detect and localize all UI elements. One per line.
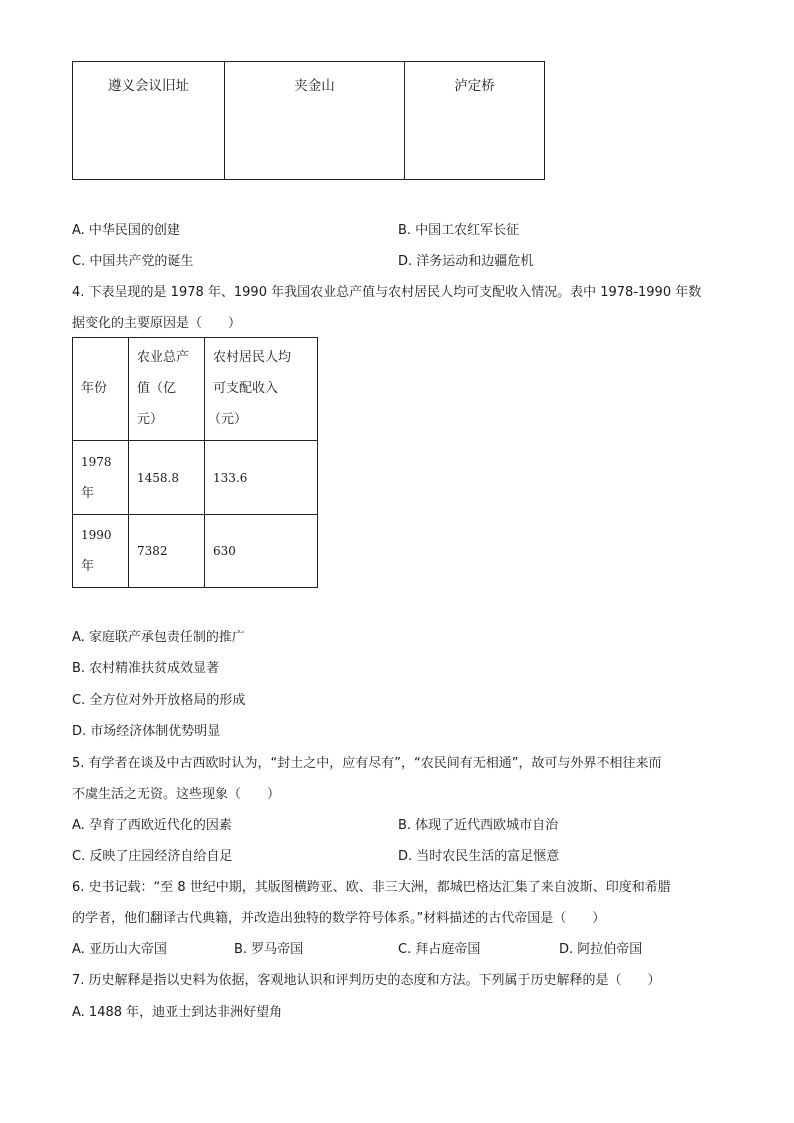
table-row-1990-output: 7382 — [137, 544, 168, 558]
q3-option-c: C. 中国共产党的诞生 — [72, 254, 194, 269]
q6-option-c: C. 拜占庭帝国 — [398, 942, 481, 957]
site-cell-luding — [404, 61, 545, 180]
q7-option-a: A. 1488 年，迪亚士到达非洲好望角 — [72, 1005, 283, 1020]
q4-option-a: A. 家庭联产承包责任制的推广 — [72, 630, 245, 645]
q3-option-a: A. 中华民国的创建 — [72, 223, 180, 238]
table-row-1990-income: 630 — [213, 544, 236, 558]
site-label-zunyi: 遵义会议旧址 — [108, 78, 189, 94]
q5-option-d: D. 当时农民生活的富足惬意 — [398, 849, 560, 864]
q3-option-b: B. 中国工农红军长征 — [398, 223, 520, 238]
q7-stem: 7. 历史解释是指以史料为依据，客观地认识和评判历史的态度和方法。下列属于历史解释的是（ ） — [72, 973, 661, 988]
table-row-1978-output: 1458.8 — [137, 471, 179, 485]
q5-stem-line1: 5. 有学者在谈及中古西欧时认为，“封土之中，应有尽有”，“农民间有无相通”，故可与外界不相往来而 — [72, 756, 662, 771]
site-cell-jiajinshan — [224, 61, 405, 180]
q4-option-b: B. 农村精准扶贫成效显著 — [72, 661, 220, 676]
q4-option-d: D. 市场经济体制优势明显 — [72, 724, 221, 739]
table-header-year: 年份 — [81, 381, 108, 396]
q4-stem-line2: 据变化的主要原因是（ ） — [72, 316, 242, 331]
table-row-1978-income: 133.6 — [213, 471, 248, 485]
site-label-luding: 泸定桥 — [454, 78, 495, 94]
site-label-jiajinshan: 夹金山 — [294, 78, 335, 94]
table-row-1990-year-num: 1990 — [81, 528, 112, 542]
q5-option-c: C. 反映了庄园经济自给自足 — [72, 849, 233, 864]
table-header-income-3: （元） — [208, 412, 248, 427]
q5-option-a: A. 孕育了西欧近代化的因素 — [72, 818, 232, 833]
table-row-1978-year-num: 1978 — [81, 455, 112, 469]
table-header-output-3: 元） — [137, 412, 164, 427]
q6-stem-line2: 的学者，他们翻译古代典籍，并改造出独特的数学符号体系。”材料描述的古代帝国是（ ） — [72, 911, 606, 926]
q5-stem-line2: 不虞生活之无资。这些现象（ ） — [72, 787, 281, 802]
q6-option-b: B. 罗马帝国 — [234, 942, 304, 957]
table-header-output-2: 值（亿 — [137, 381, 177, 396]
table-row-1978-year-unit: 年 — [81, 486, 95, 501]
q5-option-b: B. 体现了近代西欧城市自治 — [398, 818, 559, 833]
q4-stem-line1: 4. 下表呈现的是 1978 年、1990 年我国农业总产值与农村居民人均可支配收入情况。表中 1978-1990 年数 — [72, 285, 702, 300]
table-header-income-2: 可支配收入 — [213, 381, 279, 396]
table-header-output-1: 农业总产 — [137, 350, 190, 365]
q6-option-d: D. 阿拉伯帝国 — [559, 942, 643, 957]
site-cell-zunyi — [72, 61, 225, 180]
table-header-income-1: 农村居民人均 — [213, 350, 292, 365]
table-row-1990-year-unit: 年 — [81, 559, 95, 574]
q3-option-d: D. 洋务运动和边疆危机 — [398, 254, 534, 269]
q4-option-c: C. 全方位对外开放格局的形成 — [72, 693, 246, 708]
q6-stem-line1: 6. 史书记载：“至 8 世纪中期，其版图横跨亚、欧、非三大洲，都城巴格达汇集了来自波斯、印度和希腊 — [72, 880, 671, 895]
q6-option-a: A. 亚历山大帝国 — [72, 942, 167, 957]
